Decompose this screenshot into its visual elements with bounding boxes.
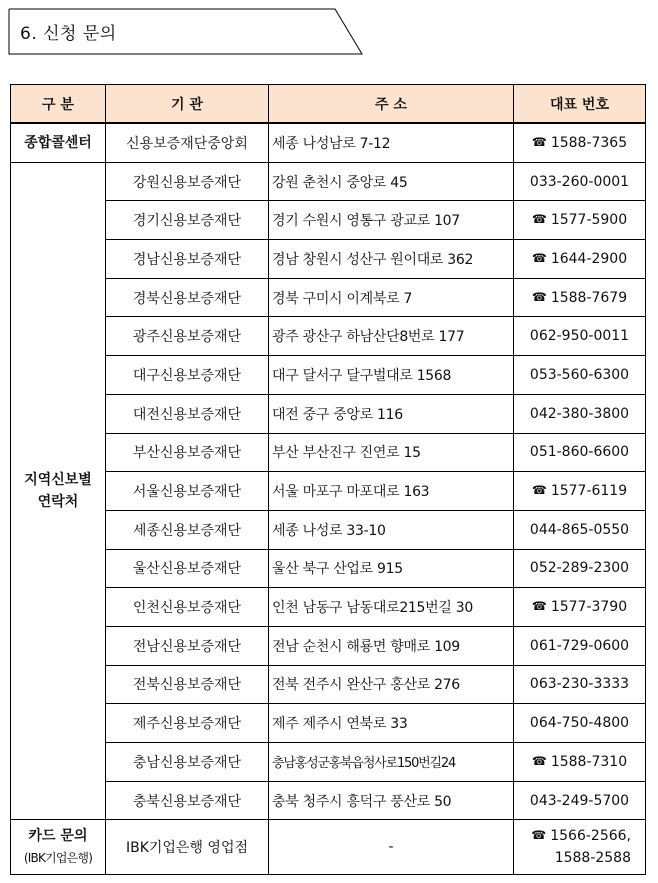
regional-row — [11, 665, 646, 704]
phone-icon: ☎ — [531, 753, 547, 768]
regional-phone-cell — [514, 278, 646, 317]
regional-phone: 061-729-0600 — [529, 637, 630, 654]
regional-phone: 1577-5900 — [550, 212, 628, 229]
phone-icon: ☎ — [531, 828, 547, 843]
regional-phone-cell — [514, 549, 646, 588]
regional-category-line1: 지역신보별 — [24, 472, 92, 489]
regional-row — [11, 433, 646, 472]
header-address: 주 소 — [269, 85, 514, 124]
regional-row — [11, 510, 646, 549]
phone-icon: ☎ — [531, 289, 547, 304]
regional-phone-cell — [514, 394, 646, 433]
regional-org: 전남신용보증재단 — [106, 626, 269, 665]
table-header-row — [11, 85, 646, 124]
regional-row — [11, 781, 646, 820]
regional-address: 울산 북구 산업로 915 — [269, 549, 514, 588]
regional-address: 대구 달서구 달구벌대로 1568 — [269, 356, 514, 395]
regional-phone-cell — [514, 510, 646, 549]
regional-phone: 064-750-4800 — [529, 715, 630, 732]
regional-phone: 052-289-2300 — [529, 560, 630, 577]
header-org: 기 관 — [106, 85, 269, 124]
regional-org: 충북신용보증재단 — [106, 781, 269, 820]
regional-phone: 1577-3790 — [550, 599, 628, 616]
regional-phone-cell — [514, 665, 646, 704]
regional-org: 광주신용보증재단 — [106, 317, 269, 356]
regional-address: 충남홍성군홍북읍청사로150번길24 — [269, 743, 514, 782]
regional-org: 울산신용보증재단 — [106, 549, 269, 588]
regional-org: 경기신용보증재단 — [106, 201, 269, 240]
regional-phone: 044-865-0550 — [529, 521, 630, 538]
regional-org: 대구신용보증재단 — [106, 356, 269, 395]
regional-address: 서울 마포구 마포대로 163 — [269, 472, 514, 511]
card-category-line1: 카드 문의 — [28, 828, 88, 845]
regional-org: 서울신용보증재단 — [106, 472, 269, 511]
card-inquiry-row — [11, 820, 646, 875]
regional-org: 제주신용보증재단 — [106, 704, 269, 743]
regional-org: 부산신용보증재단 — [106, 433, 269, 472]
regional-category — [11, 162, 106, 820]
call-center-phone-cell — [514, 123, 646, 162]
regional-phone: 043-249-5700 — [529, 792, 630, 809]
regional-category-line2: 연락처 — [37, 494, 79, 511]
regional-phone-cell — [514, 743, 646, 782]
card-category-line2: (IBK기업은행) — [23, 851, 93, 866]
regional-address: 전남 순천시 해룡면 향매로 109 — [269, 626, 514, 665]
regional-row — [11, 394, 646, 433]
regional-org: 충남신용보증재단 — [106, 743, 269, 782]
regional-address: 전북 전주시 완산구 홍산로 276 — [269, 665, 514, 704]
regional-phone-cell — [514, 588, 646, 627]
phone-icon: ☎ — [531, 134, 547, 149]
card-phone-cell — [514, 820, 646, 875]
regional-phone: 042-380-3800 — [529, 405, 630, 422]
regional-address: 경기 수원시 영통구 광교로 107 — [269, 201, 514, 240]
regional-row — [11, 278, 646, 317]
regional-phone: 053-560-6300 — [529, 366, 630, 383]
regional-phone: 1588-7310 — [550, 753, 628, 770]
card-org: IBK기업은행 영업점 — [106, 820, 269, 875]
regional-org: 경남신용보증재단 — [106, 240, 269, 279]
card-phone-line2: 1588-2588 — [554, 850, 631, 867]
regional-phone: 063-230-3333 — [529, 676, 630, 693]
regional-org: 강원신용보증재단 — [106, 162, 269, 201]
regional-phone-cell — [514, 626, 646, 665]
regional-phone-cell — [514, 433, 646, 472]
regional-row — [11, 588, 646, 627]
regional-row — [11, 317, 646, 356]
regional-phone-cell — [514, 781, 646, 820]
regional-org: 경북신용보증재단 — [106, 278, 269, 317]
regional-phone-cell — [514, 356, 646, 395]
phone-icon: ☎ — [531, 212, 547, 227]
regional-row — [11, 162, 646, 201]
card-category — [11, 820, 106, 875]
call-center-category: 종합콜센터 — [11, 123, 106, 162]
header-phone: 대표 번호 — [514, 85, 646, 124]
phone-icon: ☎ — [531, 250, 547, 265]
regional-phone-cell — [514, 162, 646, 201]
regional-address: 인천 남동구 남동대로215번길 30 — [269, 588, 514, 627]
regional-phone-cell — [514, 704, 646, 743]
contacts-table — [10, 84, 646, 875]
section-header — [8, 8, 368, 56]
regional-phone: 033-260-0001 — [529, 173, 630, 190]
regional-row — [11, 743, 646, 782]
regional-phone: 1577-6119 — [550, 483, 628, 500]
section-title: 6. 신청 문의 — [20, 24, 117, 44]
regional-phone: 1588-7679 — [550, 289, 628, 306]
regional-address: 세종 나성로 33-10 — [269, 510, 514, 549]
regional-row — [11, 472, 646, 511]
regional-row — [11, 240, 646, 279]
card-address: - — [269, 820, 514, 875]
regional-org: 대전신용보증재단 — [106, 394, 269, 433]
call-center-row — [11, 123, 646, 162]
regional-row — [11, 704, 646, 743]
regional-phone: 1644-2900 — [550, 250, 628, 267]
regional-address: 대전 중구 중앙로 116 — [269, 394, 514, 433]
regional-address: 강원 춘천시 중앙로 45 — [269, 162, 514, 201]
regional-address: 부산 부산진구 진연로 15 — [269, 433, 514, 472]
regional-phone: 062-950-0011 — [529, 328, 630, 345]
regional-address: 광주 광산구 하남산단8번로 177 — [269, 317, 514, 356]
card-phone-line1-wrap — [514, 825, 645, 847]
regional-phone-cell — [514, 472, 646, 511]
regional-org: 인천신용보증재단 — [106, 588, 269, 627]
regional-org: 전북신용보증재단 — [106, 665, 269, 704]
card-phone-line1: 1566-2566, — [550, 828, 631, 845]
regional-phone: 051-860-6600 — [529, 444, 630, 461]
regional-address: 제주 제주시 연북로 33 — [269, 704, 514, 743]
phone-icon: ☎ — [531, 483, 547, 498]
regional-phone-cell — [514, 201, 646, 240]
call-center-address: 세종 나성남로 7-12 — [269, 123, 514, 162]
regional-address: 충북 청주시 흥덕구 풍산로 50 — [269, 781, 514, 820]
regional-address: 경북 구미시 이계북로 7 — [269, 278, 514, 317]
call-center-phone: 1588-7365 — [550, 134, 628, 151]
regional-row — [11, 201, 646, 240]
header-category: 구 분 — [11, 85, 106, 124]
regional-address: 경남 창원시 성산구 원이대로 362 — [269, 240, 514, 279]
call-center-org: 신용보증재단중앙회 — [106, 123, 269, 162]
regional-phone-cell — [514, 240, 646, 279]
regional-row — [11, 549, 646, 588]
regional-row — [11, 626, 646, 665]
regional-org: 세종신용보증재단 — [106, 510, 269, 549]
regional-row — [11, 356, 646, 395]
phone-icon: ☎ — [531, 599, 547, 614]
regional-phone-cell — [514, 317, 646, 356]
